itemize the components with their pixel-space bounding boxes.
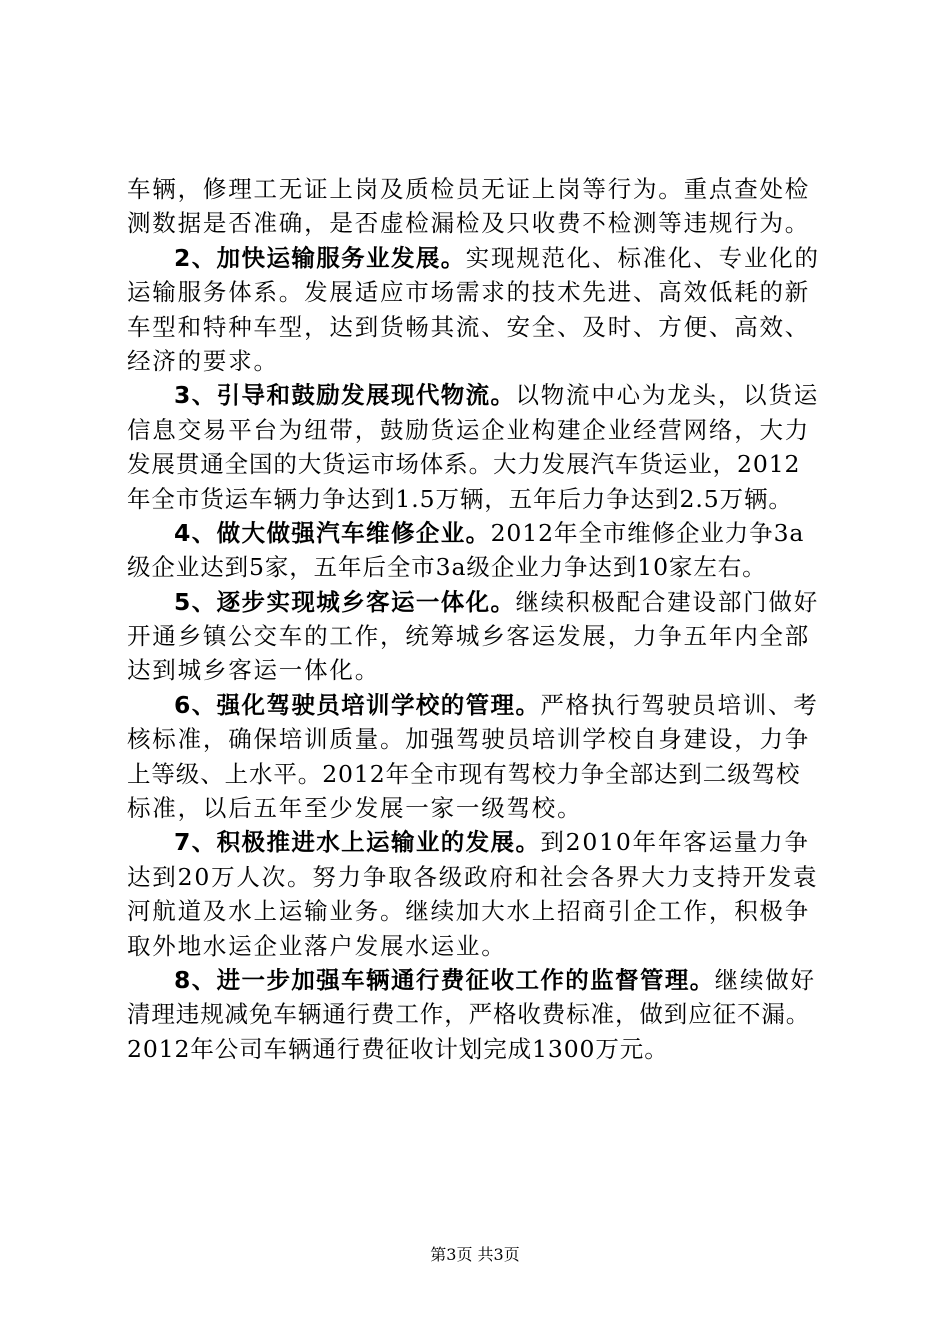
paragraph-item-3-first-line bbox=[127, 378, 847, 412]
text-line: 标准，以后五年至少发展一家一级驾校。 bbox=[127, 794, 583, 823]
item-text: 实现规范化、标准化、专业化的 bbox=[465, 243, 820, 272]
item-heading: 5、逐步实现城乡客运一体化。 bbox=[174, 587, 516, 616]
text-line: 发展贯通全国的大货运市场体系。大力发展汽车货运业，2012 bbox=[127, 450, 801, 479]
item-text: 以物流中心为龙头，以货运 bbox=[515, 381, 820, 410]
item-heading: 2、加快运输服务业发展。 bbox=[174, 243, 466, 272]
text-line: 信息交易平台为纽带，鼓励货运企业构建企业经营网络，大力 bbox=[127, 415, 811, 444]
paragraph-item-2-first-line bbox=[127, 241, 847, 275]
item-heading: 4、做大做强汽车维修企业。 bbox=[174, 518, 491, 547]
text-line: 2012年公司车辆通行费征收计划完成1300万元。 bbox=[127, 1034, 669, 1063]
paragraph-item-5-first-line bbox=[127, 585, 847, 619]
item-heading: 7、积极推进水上运输业的发展。 bbox=[174, 828, 541, 857]
text-line: 级企业达到5家，五年后全市3a级企业力争达到10家左右。 bbox=[127, 553, 767, 582]
text-line: 车辆，修理工无证上岗及质检员无证上岗等行为。重点查处检 bbox=[127, 175, 811, 203]
item-heading: 6、强化驾驶员培训学校的管理。 bbox=[174, 690, 541, 719]
item-heading: 8、进一步加强车辆通行费征收工作的监督管理。 bbox=[174, 965, 715, 994]
text-line: 测数据是否准确，是否虚检漏检及只收费不检测等违规行为。 bbox=[127, 209, 811, 238]
paragraph-item-6-first-line bbox=[127, 688, 847, 722]
text-line: 达到城乡客运一体化。 bbox=[127, 656, 380, 685]
text-line: 清理违规减免车辆通行费工作，严格收费标准，做到应征不漏。 bbox=[127, 1000, 811, 1029]
item-text: 到2010年年客运量力争 bbox=[540, 828, 810, 857]
item-text: 继续做好 bbox=[714, 965, 816, 994]
document-body bbox=[127, 172, 847, 1066]
text-line: 运输服务体系。发展适应市场需求的技术先进、高效低耗的新 bbox=[127, 278, 811, 307]
item-heading: 3、引导和鼓励发展现代物流。 bbox=[174, 381, 516, 410]
text-line: 核标准，确保培训质量。加强驾驶员培训学校自身建设，力争 bbox=[127, 725, 811, 754]
text-line: 达到20万人次。努力争取各级政府和社会各界大力支持开发袁 bbox=[127, 862, 819, 891]
item-text: 严格执行驾驶员培训、考 bbox=[540, 690, 819, 719]
item-text: 继续积极配合建设部门做好 bbox=[515, 587, 820, 616]
paragraph-item-8-first-line bbox=[127, 963, 847, 997]
paragraph-item-7-first-line bbox=[127, 825, 847, 859]
page-number-footer: 第3页 共3页 bbox=[430, 1245, 520, 1264]
text-line: 上等级、上水平。2012年全市现有驾校力争全部达到二级驾校 bbox=[127, 759, 801, 788]
text-line: 河航道及水上运输业务。继续加大水上招商引企工作，积极争 bbox=[127, 897, 811, 926]
text-line: 车型和特种车型，达到货畅其流、安全、及时、方便、高效、 bbox=[127, 312, 811, 341]
text-line: 开通乡镇公交车的工作，统筹城乡客运发展，力争五年内全部 bbox=[127, 622, 811, 651]
paragraph-item-4-first-line bbox=[127, 516, 847, 550]
text-line: 经济的要求。 bbox=[127, 346, 279, 375]
item-text: 2012年全市维修企业力争3a bbox=[490, 518, 805, 547]
text-line: 年全市货运车辆力争达到1.5万辆，五年后力争达到2.5万辆。 bbox=[127, 484, 793, 513]
text-line: 取外地水运企业落户发展水运业。 bbox=[127, 931, 507, 960]
